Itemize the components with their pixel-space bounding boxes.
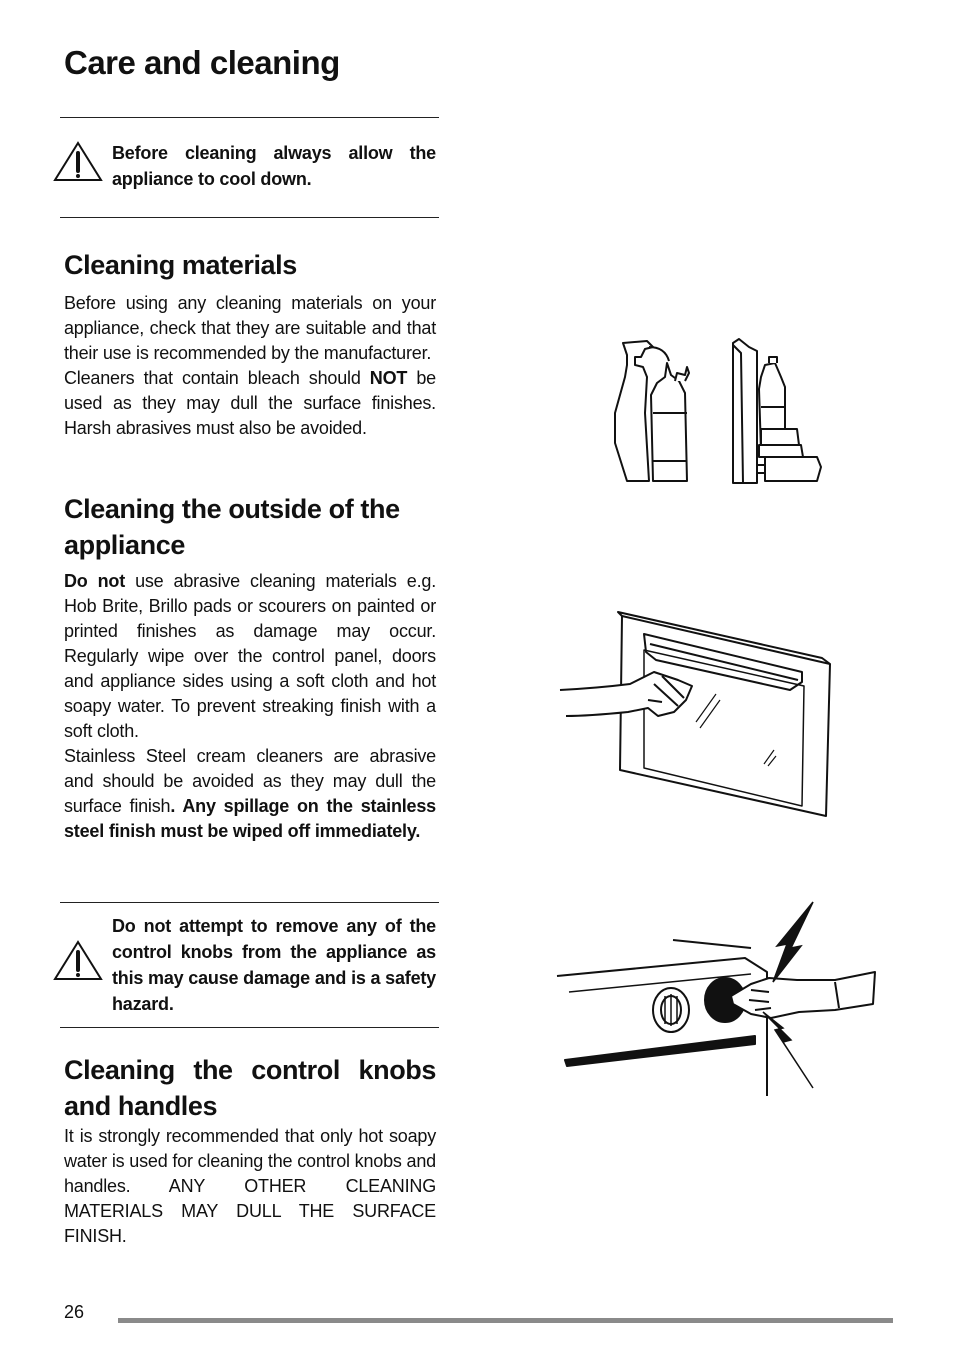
section-cleaning-materials [64,247,436,441]
oven-door-wiping-illustration [558,610,838,820]
cleaning-products-illustration [605,333,835,493]
paragraph: It is strongly recommended that only hot soapy water is used for cleaning the control knobs and handles. ANY OTHER CLEANING MATERIALS MAY DULL THE SURFACE FINISH. [64,1126,436,1246]
section-outside [64,491,436,844]
page-title: Care and cleaning [64,44,340,81]
warning-bottom-rule [60,1027,439,1028]
section-heading: Cleaning materials [64,250,297,280]
section-control-knobs [64,1052,436,1249]
warning-top-rule [60,902,439,903]
text-run: be used as they may dull the surface finishes. Harsh abrasives must also be avoided. [64,368,436,438]
emphasis: NOT [369,368,408,388]
text-run: Stainless Steel cream cleaners are abrasive and should be avoided as they may dull the surface finish [64,746,436,816]
paragraph [64,569,436,744]
warning-top-rule [60,117,439,118]
warning-text: Do not attempt to remove any of the control knobs from the appliance as this may cause damage and is a safety hazard. [112,916,436,1014]
section-heading: Cleaning the control knobs and handles [64,1055,436,1121]
control-knob-illustration [555,900,895,1100]
page-number: 26 [64,1302,85,1322]
warning-text: Before cleaning always allow the appliance to cool down. [112,143,436,189]
section-heading: Cleaning the outside of the appliance [64,494,400,560]
text-run: Cleaners that contain bleach should [64,368,370,388]
emphasis: Do not [64,571,126,591]
warning-triangle-icon [52,939,104,983]
emphasis: . Any spillage on the stainless steel finish must be wiped off immediately. [64,796,436,841]
text-run: use abrasive cleaning materials e.g. Hob Brite, Brillo pads or scourers on painted or printed finishes as damage may occur. Regularly wipe over the control panel, doors and appliance sides using a soft cloth and hot soapy water. To prevent streaking finish with a soft cloth. [64,571,436,741]
paragraph: Before using any cleaning materials on your appliance, check that they are suitable and that their use is recommended by the manufacturer. [64,293,436,363]
paragraph [64,744,436,844]
paragraph [64,366,436,441]
footer-bar [118,1318,893,1323]
warning-bottom-rule [60,217,439,218]
warning-triangle-icon [52,140,104,184]
